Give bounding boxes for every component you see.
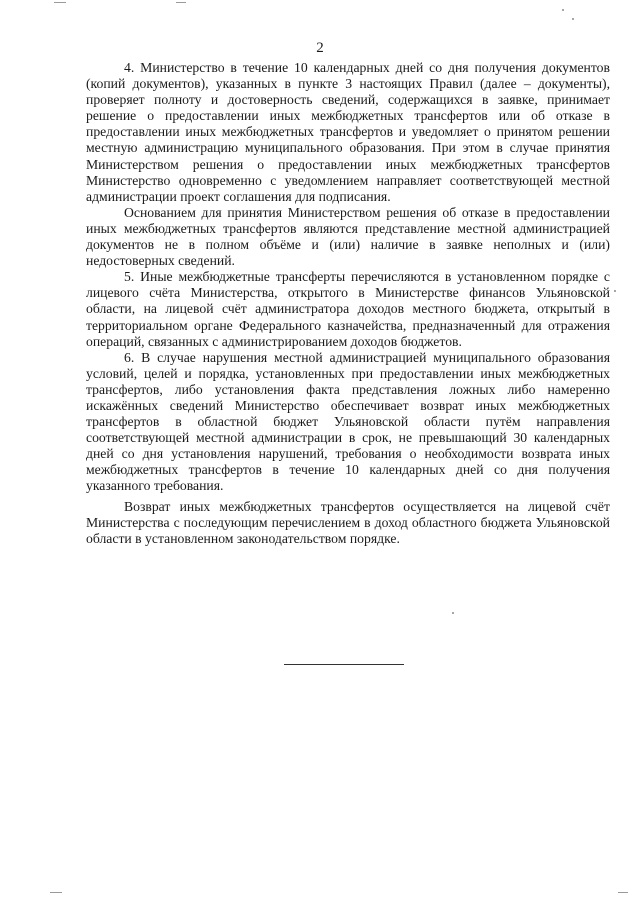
end-separator-line xyxy=(284,664,404,665)
scan-artifact-dot-top-right xyxy=(562,9,564,11)
page-number: 2 xyxy=(316,40,324,56)
scan-artifact-bottom-right xyxy=(618,892,628,893)
scan-artifact-top-left xyxy=(54,2,66,3)
paragraph-item-4: 4. Министерство в течение 10 календарных дней со дня получения документов (копий документов), указанных в пункте 3 настоящих Правил (далее – документы), проверяет полноту и достоверность сведений, содержащихся в заявке, принимает решение о предоставлении иных межбюджетных трансфертов или об отказе в предоставлении иных межбюджетных трансфертов и уведомляет о принятом решении местную администрацию муниципального образования. При этом в случае принятия Министерством решения о предоставлении иных межбюджетных трансфертов Министерство одновременно с уведомлением направляет соответствующей местной администрации проект соглашения для подписания. xyxy=(86,60,610,204)
paragraph-refusal-grounds: Основанием для принятия Министерством решения об отказе в предоставлении иных межбюджетных трансфертов являются представление местной администрацией документов не в полном объёме и (или) наличие в заявке неполных и (или) недостоверных сведений. xyxy=(86,204,610,269)
scan-artifact-dot-body xyxy=(452,612,454,614)
paragraph-item-6: 6. В случае нарушения местной администрацией муниципального образования условий, целей и порядка, установленных при предоставлении иных межбюджетных трансфертов, либо установления факта представления ложных либо намеренно искажённых сведений Министерство обеспечивает возврат иных межбюджетных трансфертов в областной бюджет Ульяновской области путём направления соответствующей местной администрации в срок, не превышающий 30 календарных дней со дня установления нарушений, требования о необходимости возврата иных межбюджетных трансфертов в течение 10 календарных дней со дня получения указанного требования. xyxy=(86,349,610,494)
scan-artifact-bottom-left xyxy=(50,892,62,893)
document-body xyxy=(86,60,610,547)
paragraph-item-5: 5. Иные межбюджетные трансферты перечисляются в установленном порядке с лицевого счёта Министерства, открытого в Министерстве финансов Ульяновской области, на лицевой счёт администратора доходов местного бюджета, открытый в территориальном органе Федерального казначейства, предназначенный для отражения операций, связанных с администрированием доходов бюджетов. xyxy=(86,269,610,349)
paragraph-return-procedure: Возврат иных межбюджетных трансфертов осуществляется на лицевой счёт Министерства с последующим перечислением в доход областного бюджета Ульяновской области в установленном законодательством порядке. xyxy=(86,498,610,546)
scan-artifact-top xyxy=(176,2,186,3)
scan-artifact-dot-margin xyxy=(614,290,616,292)
scan-artifact-dot-right xyxy=(572,18,574,20)
